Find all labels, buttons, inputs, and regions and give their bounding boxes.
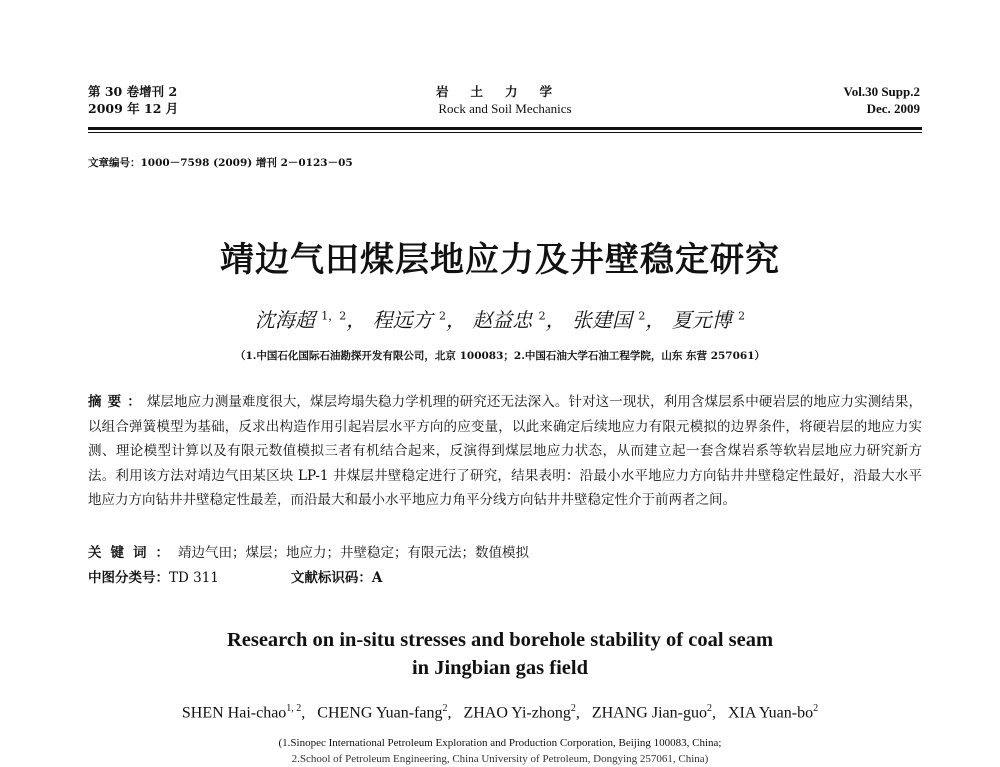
author-cn: 赵益忠 — [472, 308, 533, 332]
header-rule-thick — [88, 127, 922, 130]
title-en-line1: Research on in-situ stresses and borehole stability of coal seam — [226, 629, 774, 651]
author-affil-sup: 2 — [738, 309, 746, 323]
classification — [88, 566, 382, 586]
keywords — [88, 541, 529, 561]
abstract-text: 煤层地应力测量难度很大，煤层垮塌失稳力学机理的研究还无法深入。针对这一现状，利用含煤层系中硬岩层的地应力实测结果，以组合弹簧模型为基础，反求出构造作用引起岩层水平方向的应变量，以此来确定后续地应力有限元模拟的边界条件，将硬岩层的地应力实测、理论模型计算以及有限元数值模拟三者有机结合起来，反演得到煤层地应力状态，从而建立起一套含煤岩系等软岩层地应力研究新方法。利用该方法对靖边气田某区块 LP-1 井煤层井壁稳定进行了研究，结果表明：沿最小水平地应力方向钻井井壁稳定性最好，沿最大水平地应力方向钻井井壁稳定性最差，而沿最大和最小水平地应力角平分线方向钻井井壁稳定性介于前两者之间。 — [88, 394, 923, 508]
author-affil-sup: 1, 2 — [286, 703, 302, 714]
affiliation-en — [0, 735, 1000, 767]
doc-code-value: A — [371, 570, 383, 586]
clc-label: 中图分类号： — [88, 570, 169, 586]
author-affil-sup: 1，2 — [321, 309, 347, 323]
abstract-label: 摘要： — [88, 394, 147, 410]
journal-issue-info-en — [844, 83, 920, 117]
title-cn: 靖边气田煤层地应力及井壁稳定研究 — [220, 240, 780, 280]
author-cn: 张建国 — [572, 308, 633, 332]
authors-cn: 沈海超 $^{1,2}$， 程远方 $^2$， 赵益忠 $^2$， 张建国 $^2$， 夏元博 $^2$ — [254, 308, 746, 332]
affiliation-en-line2: 2.School of Petroleum Engineering, China University of Petroleum, Dongying 257061, China) — [291, 753, 709, 765]
date-cn: 2009 年 12 月 — [88, 101, 179, 116]
clc-value: TD 311 — [169, 570, 219, 586]
author-cn: 沈海超 — [254, 308, 315, 332]
author-cn: 夏元博 — [671, 308, 732, 332]
keywords-text: 靖边气田；煤层；地应力；井壁稳定；有限元法；数值模拟 — [178, 545, 529, 561]
volume-issue-cn: 第 30 卷增刊 2 — [88, 84, 178, 99]
header-rule-thin — [88, 132, 922, 133]
author-en: ZHANG Jian-guo — [591, 704, 707, 722]
abstract — [88, 390, 922, 513]
journal-name-en: Rock and Soil Mechanics — [438, 101, 572, 116]
author-affil-sup: 2 — [538, 309, 546, 323]
journal-name-cn: 岩土力学 — [435, 84, 574, 99]
author-en: CHENG Yuan-fang — [317, 704, 443, 722]
author-cn: 程远方 — [372, 308, 433, 332]
author-affil-sup: 2 — [438, 309, 446, 323]
title-en-line2: in Jingbian gas field — [411, 657, 588, 679]
author-affil-sup: 2 — [570, 703, 576, 714]
author-en: SHEN Hai-chao — [181, 704, 287, 722]
doc-code-label: 文献标识码： — [290, 570, 372, 586]
affiliation-en-line1: (1.Sinopec International Petroleum Exploration and Production Corporation, Beijing 100083, China; — [278, 737, 722, 749]
volume-issue-en: Vol.30 Supp.2 — [843, 84, 920, 99]
author-affil-sup: 2 — [638, 309, 646, 323]
author-affil-sup: 2 — [442, 703, 448, 714]
author-en: ZHAO Yi-zhong — [463, 704, 571, 722]
title-en — [0, 626, 1000, 682]
keywords-label: 关键词： — [88, 545, 178, 561]
journal-issue-info — [88, 83, 178, 117]
affiliation-cn: （1.中国石化国际石油勘探开发有限公司，北京 100083；2.中国石油大学石油工程学院，山东 东营 257061） — [234, 350, 766, 362]
author-affil-sup: 2 — [813, 703, 819, 714]
authors-en: SHEN Hai-chao$^{1, 2}$, CHENG Yuan-fang$^2$, ZHAO Yi-zhong$^2$, ZHANG Jian-guo$^2$, XIA Yuan-$bo^2$ — [181, 703, 819, 722]
author-en: XIA Yuan-bo — [727, 704, 814, 722]
journal-name — [380, 83, 630, 117]
article-number: 文章编号：1000－7598 (2009) 增刊 2－0123－05 — [88, 157, 353, 169]
author-affil-sup: 2 — [706, 703, 712, 714]
date-en: Dec. 2009 — [866, 101, 920, 116]
